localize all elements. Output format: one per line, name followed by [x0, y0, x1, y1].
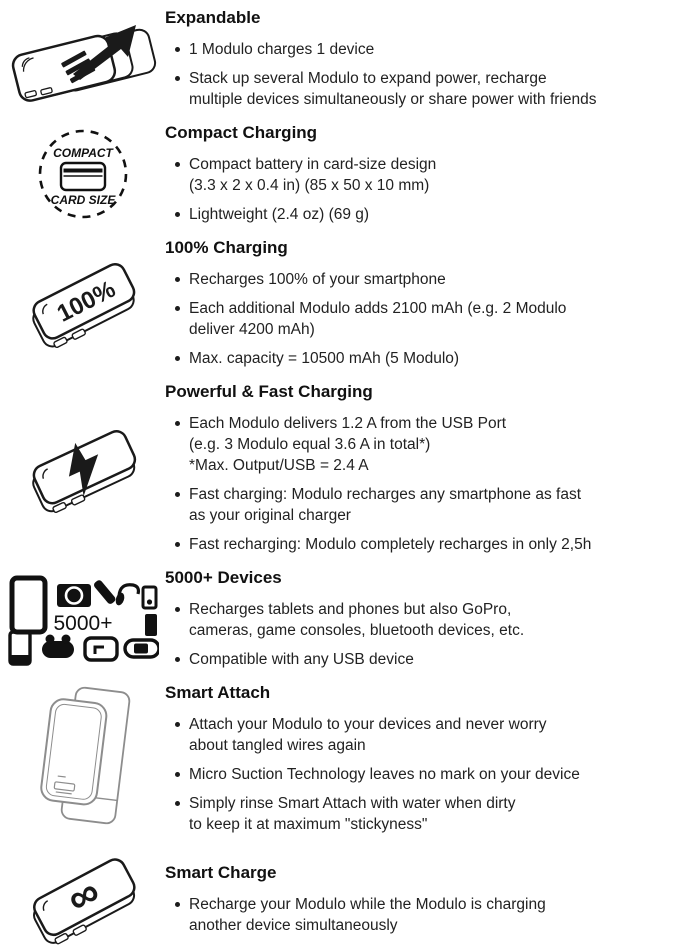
lightning-powerbank-icon	[0, 418, 165, 520]
stacked-modulos-icon	[0, 12, 165, 106]
badge-bottom-label: CARD SIZE	[50, 193, 115, 207]
powerbank-on-phone-icon	[0, 683, 165, 835]
bullet: Max. capacity = 10500 mAh (5 Modulo)	[175, 348, 691, 369]
stylus-icon	[92, 579, 116, 605]
bullet-list	[175, 599, 691, 670]
bullet: Simply rinse Smart Attach with water when dirty to keep it at maximum "stickyness"	[175, 793, 691, 835]
bullet: 1 Modulo charges 1 device	[175, 39, 691, 60]
section-title: 5000+ Devices	[165, 568, 282, 587]
bullet: Fast recharging: Modulo completely recharges in only 2,5h	[175, 534, 691, 555]
device-count-label: 5000+	[53, 612, 112, 635]
section-5000-devices	[0, 568, 697, 670]
mp3-player-icon	[143, 587, 156, 608]
section-expandable	[0, 8, 697, 110]
infinity-symbol: ∞	[58, 867, 107, 923]
tablet-icon	[12, 578, 45, 632]
section-powerful-fast-charging	[0, 382, 697, 555]
bullet: Micro Suction Technology leaves no mark on your device	[175, 764, 691, 785]
bullet-list	[175, 714, 691, 835]
bullet: Stack up several Modulo to expand power, recharge multiple devices simultaneously or share power with friends	[175, 68, 691, 110]
bullet: Attach your Modulo to your devices and never worry about tangled wires again	[175, 714, 691, 756]
modulo-feature-sheet	[0, 8, 697, 950]
badge-top-label: COMPACT	[52, 146, 113, 160]
section-smart-attach	[0, 683, 697, 835]
bullet-list	[175, 894, 691, 936]
device-collection-icon	[0, 572, 165, 666]
bullet: Recharges tablets and phones but also GoPro, cameras, game consoles, bluetooth devices, etc.	[175, 599, 691, 641]
bullet: Fast charging: Modulo recharges any smartphone as fast as your original charger	[175, 484, 691, 526]
game-controller-icon	[42, 641, 74, 658]
bullet: Recharge your Modulo while the Modulo is charging another device simultaneously	[175, 894, 691, 936]
section-title: Compact Charging	[165, 123, 318, 142]
section-compact-charging	[0, 123, 697, 225]
gps-icon	[85, 638, 117, 660]
section-title: Powerful & Fast Charging	[165, 382, 373, 401]
bullet: Each additional Modulo adds 2100 mAh (e.g. 2 Modulo deliver 4200 mAh)	[175, 298, 691, 340]
hundred-percent-powerbank-icon	[0, 253, 165, 355]
bullet: Compact battery in card-size design (3.3 x 2 x 0.4 in) (85 x 50 x 10 mm)	[175, 154, 691, 196]
section-title: Expandable	[165, 8, 261, 27]
bullet-list	[175, 39, 691, 110]
bullet: Recharges 100% of your smartphone	[175, 269, 691, 290]
bullet: Lightweight (2.4 oz) (69 g)	[175, 204, 691, 225]
bullet: Each Modulo delivers 1.2 A from the USB Port (e.g. 3 Modulo equal 3.6 A in total*) *Max. Output/USB = 2.4 A	[175, 413, 691, 476]
small-phone-icon	[145, 614, 157, 636]
compact-card-size-badge	[0, 126, 165, 222]
powerbank-label: 100%	[52, 275, 120, 328]
infinity-powerbank-icon	[0, 848, 165, 950]
section-title: Smart Attach	[165, 683, 271, 702]
section-title: Smart Charge	[165, 862, 277, 882]
section-100-charging	[0, 238, 697, 369]
section-title: 100% Charging	[165, 238, 288, 257]
bullet-list	[175, 154, 691, 225]
section-smart-charge	[0, 848, 697, 950]
bullet: Compatible with any USB device	[175, 649, 691, 670]
bullet-list	[175, 269, 691, 369]
bullet-list	[175, 413, 691, 555]
